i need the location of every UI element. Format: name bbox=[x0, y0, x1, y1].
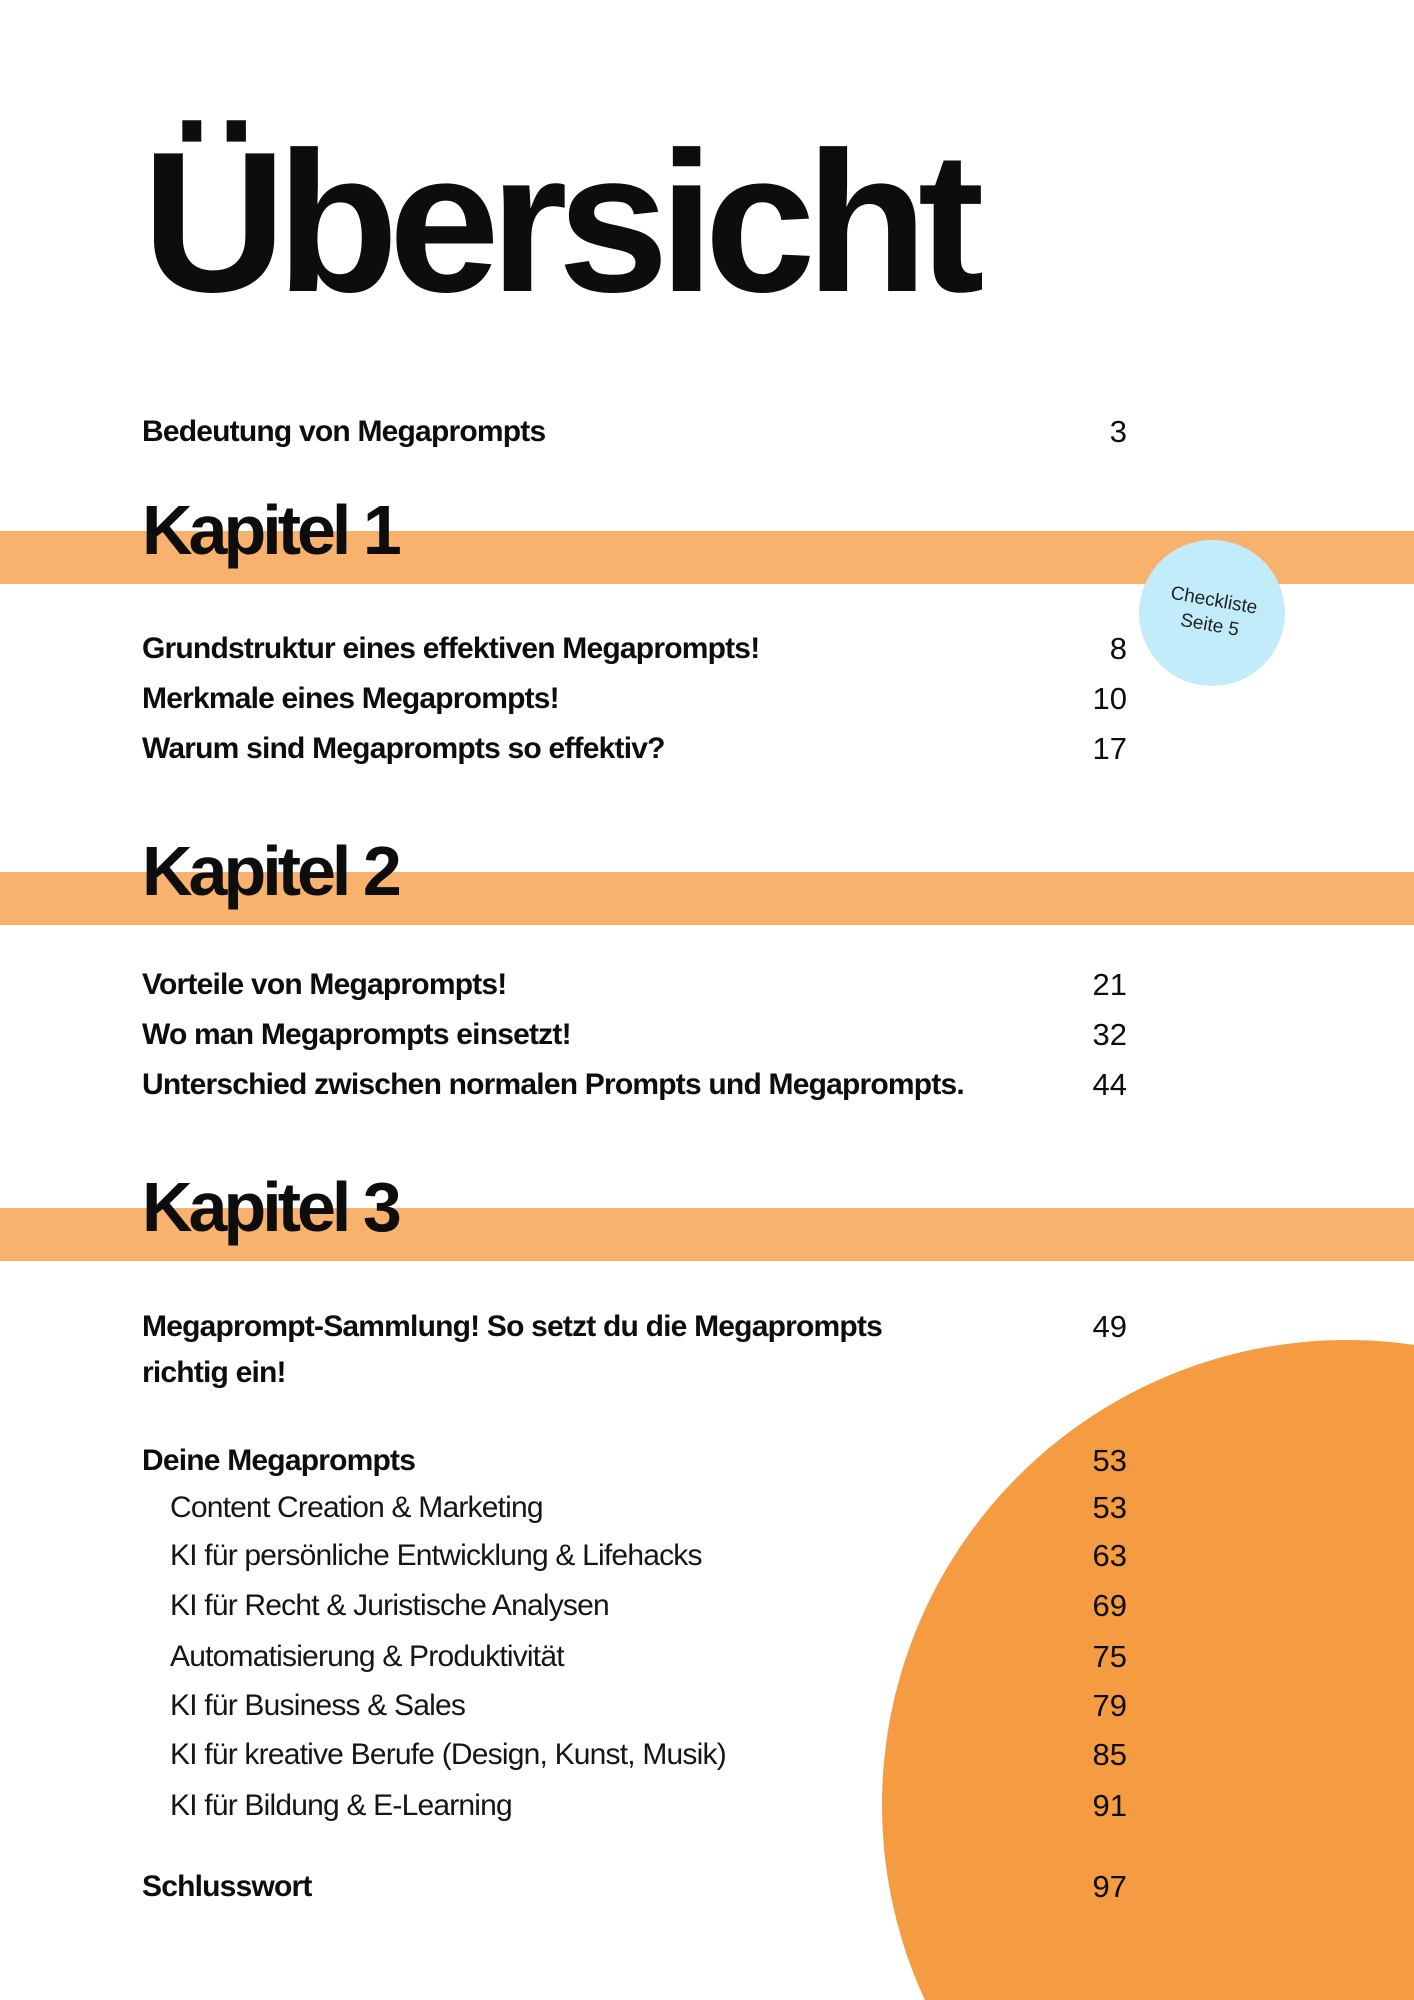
toc-subentry-page: 63 bbox=[1092, 1538, 1127, 1573]
toc-subentry-label: KI für kreative Berufe (Design, Kunst, Musik) bbox=[170, 1738, 726, 1771]
page-title: Übersicht bbox=[142, 111, 975, 334]
toc-subentry-label: KI für Bildung & E-Learning bbox=[170, 1789, 512, 1822]
chapter-heading-1: Kapitel 1 bbox=[142, 491, 398, 569]
toc-subentry-label: Automatisierung & Produktivität bbox=[170, 1640, 564, 1673]
toc-entry-label: Megaprompt-Sammlung! So setzt du die Megaprompts richtig ein! bbox=[142, 1310, 882, 1389]
toc-entry-page: 32 bbox=[1092, 1017, 1127, 1052]
toc-subentry-label: KI für Recht & Juristische Analysen bbox=[170, 1589, 609, 1622]
toc-subentry-page: 69 bbox=[1092, 1588, 1127, 1623]
toc-subentry-label: Content Creation & Marketing bbox=[170, 1491, 543, 1524]
toc-entry-label: Schlusswort bbox=[142, 1870, 312, 1903]
checklist-badge[interactable] bbox=[1139, 540, 1285, 686]
badge-line-1: Checkliste bbox=[1169, 582, 1260, 619]
toc-entry-label: Grundstruktur eines effektiven Megaprompts! bbox=[142, 632, 760, 665]
toc-entry-label: Deine Megaprompts bbox=[142, 1444, 416, 1477]
toc-entry-label: Unterschied zwischen normalen Prompts und Megaprompts. bbox=[142, 1068, 964, 1101]
toc-entry-page: 21 bbox=[1092, 967, 1127, 1002]
badge-line-2: Seite 5 bbox=[1178, 609, 1241, 641]
toc-entry-page: 53 bbox=[1092, 1443, 1127, 1478]
toc-subentry-page: 53 bbox=[1092, 1490, 1127, 1525]
toc-entry-page: 3 bbox=[1109, 414, 1127, 449]
toc-entry-page: 44 bbox=[1092, 1067, 1127, 1102]
toc-entry-page: 17 bbox=[1092, 731, 1127, 766]
toc-entry-label: Merkmale eines Megaprompts! bbox=[142, 682, 559, 715]
chapter-heading-2: Kapitel 2 bbox=[142, 832, 398, 910]
toc-entry-label: Wo man Megaprompts einsetzt! bbox=[142, 1018, 571, 1051]
toc-subentry-label: KI für persönliche Entwicklung & Lifehacks bbox=[170, 1539, 702, 1572]
chapter-heading-3: Kapitel 3 bbox=[142, 1168, 398, 1246]
toc-subentry-page: 85 bbox=[1092, 1737, 1127, 1772]
toc-entry-page: 49 bbox=[1092, 1309, 1127, 1344]
toc-entry-label: Warum sind Megaprompts so effektiv? bbox=[142, 732, 665, 765]
toc-entry-page: 97 bbox=[1092, 1869, 1127, 1904]
toc-entry-label: Bedeutung von Megaprompts bbox=[142, 415, 546, 448]
toc-entry-page: 10 bbox=[1092, 681, 1127, 716]
toc-subentry-page: 75 bbox=[1092, 1639, 1127, 1674]
toc-entry-page: 8 bbox=[1109, 631, 1127, 666]
toc-subentry-label: KI für Business & Sales bbox=[170, 1689, 466, 1722]
toc-subentry-page: 79 bbox=[1092, 1688, 1127, 1723]
toc-entry-label: Vorteile von Megaprompts! bbox=[142, 968, 507, 1001]
checklist-badge-text bbox=[1164, 581, 1259, 645]
toc-subentry-page: 91 bbox=[1092, 1788, 1127, 1823]
